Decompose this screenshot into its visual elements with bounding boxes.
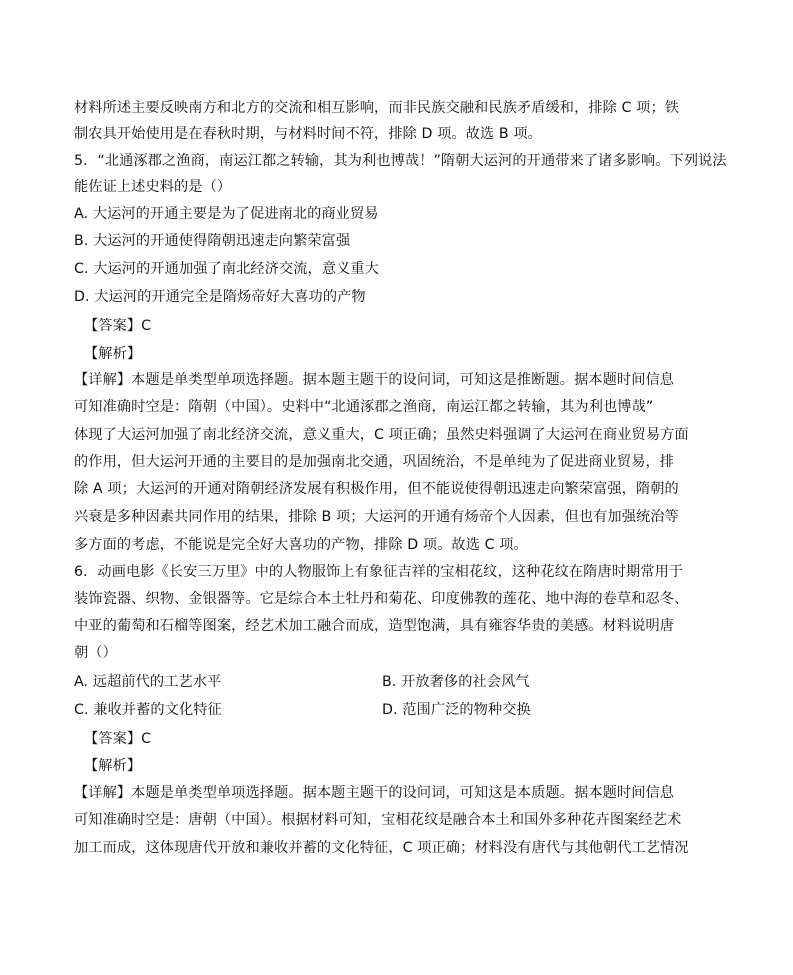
q5-option-a: A. 大运河的开通主要是为了促进南北的商业贸易: [74, 206, 379, 222]
q5-detail-line-1: 【详解】本题是单类型单项选择题。据本题主题干的设问词，可知这是推断题。据本题时间信息: [74, 372, 675, 388]
q5-answer: 【答案】C: [84, 318, 152, 334]
q6-detail-line-2: 可知准确时空是：唐朝（中国）。根据材料可知，宝相花纹是融合本土和国外多种花卉图案经艺术: [74, 812, 682, 828]
q6-detail-line-3: 加工而成，这体现唐代开放和兼收并蓄的文化特征，C 项正确；材料没有唐代与其他朝代工艺情况: [74, 840, 689, 856]
q5-detail-line-2: 可知准确时空是：隋朝（中国）。史料中“北通涿郡之渔商，南运江都之转输，其为利也博哉”: [74, 399, 654, 415]
q5-detail-line-4: 的作用，但大运河开通的主要目的是加强南北交通，巩固统治，不是单纯为了促进商业贸易，排: [74, 454, 675, 470]
intro-line-1: 材料所述主要反映南方和北方的交流和相互影响，而非民族交融和民族矛盾缓和，排除 C 项；铁: [74, 100, 680, 116]
q6-stem-line-1: 6．动画电影《长安三万里》中的人物服饰上有象征吉祥的宝相花纹，这种花纹在隋唐时期常用于: [74, 564, 684, 580]
q6-option-a: A. 远超前代的工艺水平: [74, 674, 222, 690]
q5-analysis-label: 【解析】: [84, 346, 142, 362]
q6-option-d: D. 范围广泛的物种交换: [382, 702, 531, 718]
q5-option-c: C. 大运河的开通加强了南北经济交流，意义重大: [74, 261, 379, 277]
q6-option-c: C. 兼收并蓄的文化特征: [74, 702, 222, 718]
q6-detail-line-1: 【详解】本题是单类型单项选择题。据本题主题干的设问词，可知这是本质题。据本题时间信息: [74, 785, 675, 801]
q5-detail-line-3: 体现了大运河加强了南北经济交流，意义重大，C 项正确；虽然史料强调了大运河在商业贸易方面: [74, 427, 689, 443]
intro-line-2: 制农具开始使用是在春秋时期，与材料时间不符，排除 D 项。故选 B 项。: [74, 126, 542, 142]
q5-option-d: D. 大运河的开通完全是隋炀帝好大喜功的产物: [74, 289, 366, 305]
q6-stem-line-4: 朝（）: [74, 645, 117, 661]
q5-detail-line-7: 多方面的考虑，不能说是完全好大喜功的产物，排除 D 项。故选 C 项。: [74, 537, 528, 553]
q5-detail-line-6: 兴衰是多种因素共同作用的结果，排除 B 项；大运河的开通有炀帝个人因素，但也有加强统治等: [74, 509, 679, 525]
q6-stem-line-2: 装饰瓷器、织物、金银器等。它是综合本土牡丹和菊花、印度佛教的莲花、地中海的卷草和忍冬、: [74, 591, 689, 607]
q5-stem-line-2: 能佐证上述史料的是（）: [74, 179, 232, 195]
q5-stem-line-1: 5．“北通涿郡之渔商，南运江都之转输，其为利也博哉！”隋朝大运河的开通带来了诸多影响。下列说法: [74, 153, 727, 169]
q6-answer: 【答案】C: [84, 731, 152, 747]
q6-analysis-label: 【解析】: [84, 758, 142, 774]
q5-detail-line-5: 除 A 项；大运河的开通对隋朝经济发展有积极作用，但不能说使得朝迅速走向繁荣富强，隋朝的: [74, 481, 679, 497]
q6-option-b: B. 开放奢侈的社会风气: [382, 674, 530, 690]
q5-option-b: B. 大运河的开通使得隋朝迅速走向繁荣富强: [74, 233, 351, 249]
q6-stem-line-3: 中亚的葡萄和石榴等图案，经艺术加工融合而成，造型饱满，具有雍容华贵的美感。材料说明唐: [74, 618, 675, 634]
